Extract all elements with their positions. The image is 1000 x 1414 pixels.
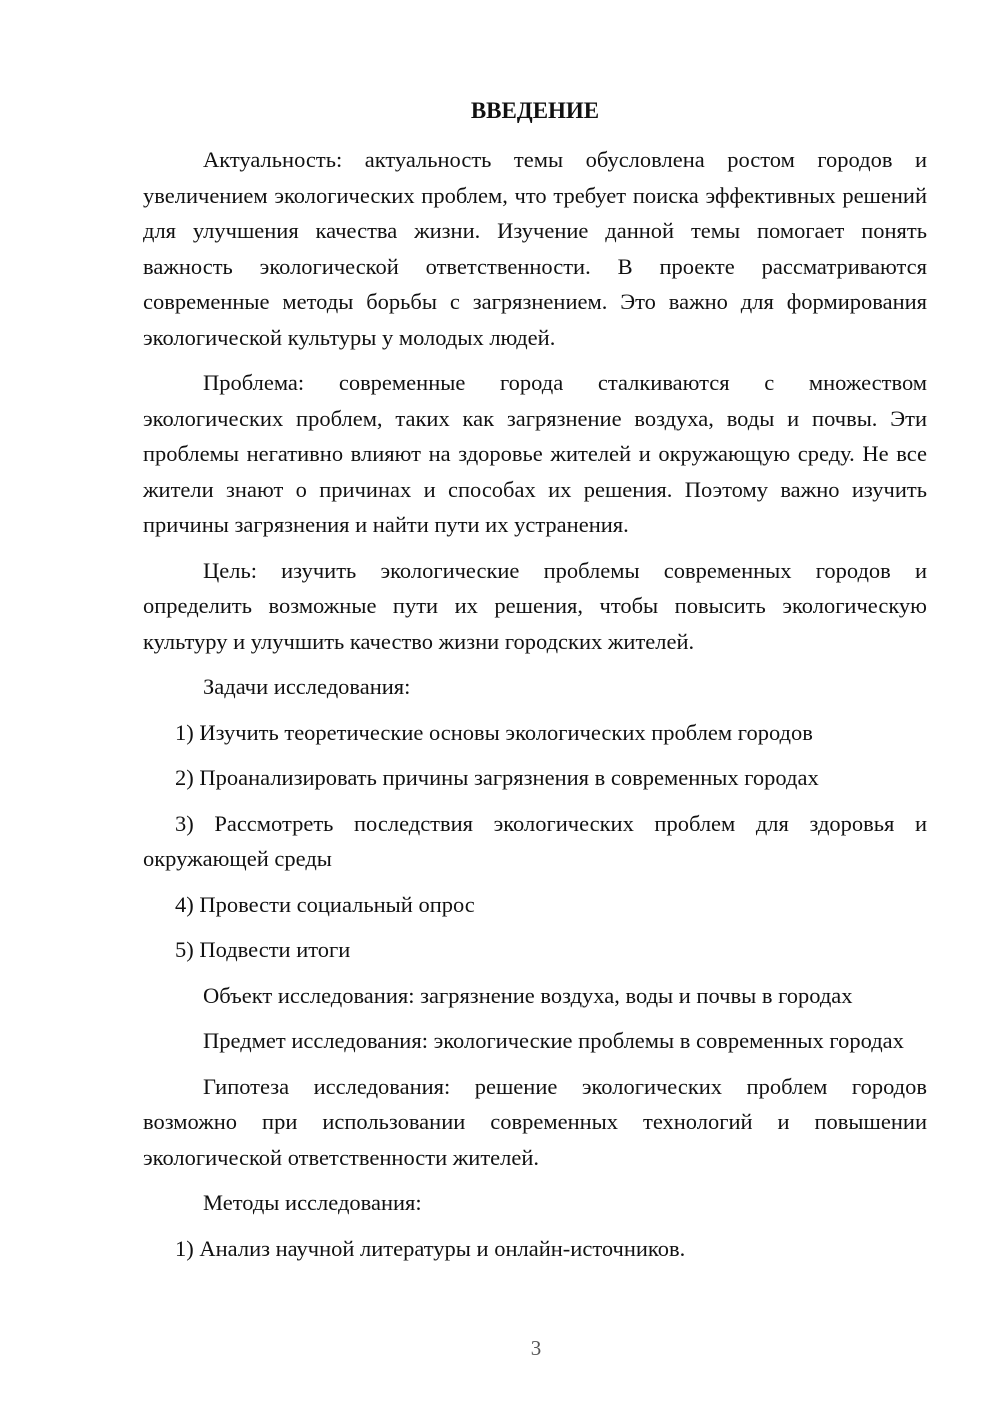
- paragraph-hypothesis: Гипотеза исследования: решение экологических проблем городов возможно при использовании современных технологий и повышении экологической ответственности жителей.: [143, 1073, 927, 1170]
- task-item-1: 1) Изучить теоретические основы экологических проблем городов: [175, 719, 813, 745]
- page-number: 3: [530, 1336, 542, 1360]
- task-item-3: 3) Рассмотреть последствия экологических проблем для здоровья и окружающей среды: [143, 810, 927, 871]
- document-body: [143, 142, 927, 1276]
- paragraph-problem: Проблема: современные города сталкиваются с множеством экологических проблем, таких как загрязнение воздуха, воды и почвы. Эти проблемы негативно влияют на здоровье жителей и окружающую среду. Не все жители знают о причинах и способах их решения. Поэтому важно изучить причины загрязнения и найти пути их устранения.: [143, 370, 927, 537]
- paragraph-subject: Предмет исследования: экологические проблемы в современных городах: [203, 1028, 904, 1053]
- task-item-2: 2) Проанализировать причины загрязнения в современных городах: [175, 765, 819, 790]
- paragraph-relevance: Актуальность: актуальность темы обусловлена ростом городов и увеличением экологических проблем, что требует поиска эффективных решений для улучшения качества жизни. Изучение данной темы помогает понять важность экологической ответственности. В проекте рассматриваются современные методы борьбы с загрязнением. Это важно для формирования экологической культуры у молодых людей.: [143, 147, 927, 350]
- paragraph-tasks-heading: Задачи исследования:: [203, 674, 411, 699]
- paragraph-methods-heading: Методы исследования:: [203, 1190, 422, 1215]
- section-title: ВВЕДЕНИЕ: [470, 98, 600, 123]
- paragraph-object: Объект исследования: загрязнение воздуха, воды и почвы в городах: [203, 982, 853, 1008]
- task-item-5: 5) Подвести итоги: [175, 937, 351, 962]
- method-item-1: 1) Анализ научной литературы и онлайн-источников.: [175, 1235, 686, 1261]
- paragraph-goal: Цель: изучить экологические проблемы современных городов и определить возможные пути их решения, чтобы повысить экологическую культуру и улучшить качество жизни городских жителей.: [143, 557, 927, 654]
- task-item-4: 4) Провести социальный опрос: [175, 891, 475, 917]
